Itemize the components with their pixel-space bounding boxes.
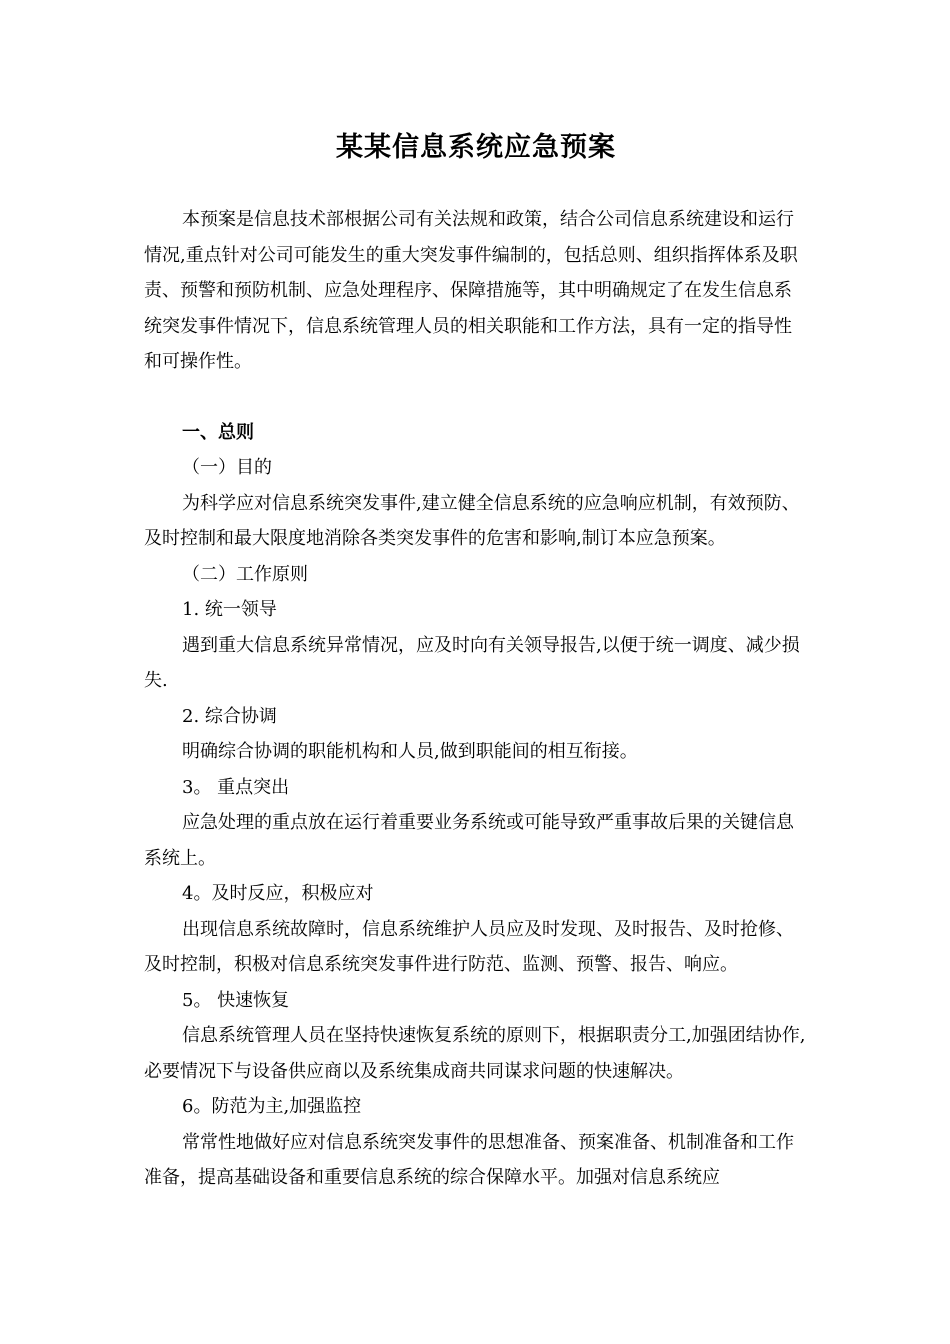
subsection-heading-purpose: （一）目的	[182, 457, 272, 478]
principle-3-heading: 3。 重点突出	[182, 776, 290, 798]
principle-5-heading: 5。 快速恢复	[182, 989, 290, 1011]
principle-5-text: 信息系统管理人员在坚持快速恢复系统的原则下，根据职责分工,加强团结协作,必要情况下与设备供应商以及系统集成商共同谋求问题的快速解决。	[144, 1025, 806, 1082]
principle-1-heading: 1. 统一领导	[182, 599, 277, 620]
subsection-heading-principles: （二）工作原则	[182, 563, 308, 585]
purpose-paragraph: 为科学应对信息系统突发事件,建立健全信息系统的应急响应机制，有效预防、及时控制和最大限度地消除各类突发事件的危害和影响,制订本应急预案。	[144, 492, 800, 549]
intro-paragraph: 本预案是信息技术部根据公司有关法规和政策，结合公司信息系统建设和运行情况,重点针对公司可能发生的重大突发事件编制的，包括总则、组织指挥体系及职责、预警和预防机制、应急处理程序、保障措施等，其中明确规定了在发生信息系统突发事件情况下，信息系统管理人员的相关职能和工作方法，具有一定的指导性和可操作性。	[144, 209, 798, 372]
principle-6-heading: 6。防范为主,加强监控	[182, 1096, 362, 1117]
principle-4-heading: 4。及时反应，积极应对	[182, 883, 374, 904]
document-title: 某某信息系统应急预案	[336, 132, 616, 163]
spacer	[144, 380, 808, 415]
principle-6-text: 常常性地做好应对信息系统突发事件的思想准备、预案准备、机制准备和工作准备，提高基础设备和重要信息系统的综合保障水平。加强对信息系统应	[144, 1131, 794, 1188]
section-heading: 一、总则	[182, 421, 254, 443]
principle-2-heading: 2. 综合协调	[182, 705, 277, 727]
principle-2-text: 明确综合协调的职能机构和人员,做到职能间的相互衔接。	[182, 741, 638, 762]
principle-3-text: 应急处理的重点放在运行着重要业务系统或可能导致严重事故后果的关键信息系统上。	[144, 812, 794, 869]
principle-1-text: 遇到重大信息系统异常情况，应及时向有关领导报告,以便于统一调度、减少损失.	[144, 634, 800, 691]
principle-4-text: 出现信息系统故障时，信息系统维护人员应及时发现、及时报告、及时抢修、及时控制，积极对信息系统突发事件进行防范、监测、预警、报告、响应。	[144, 918, 794, 975]
